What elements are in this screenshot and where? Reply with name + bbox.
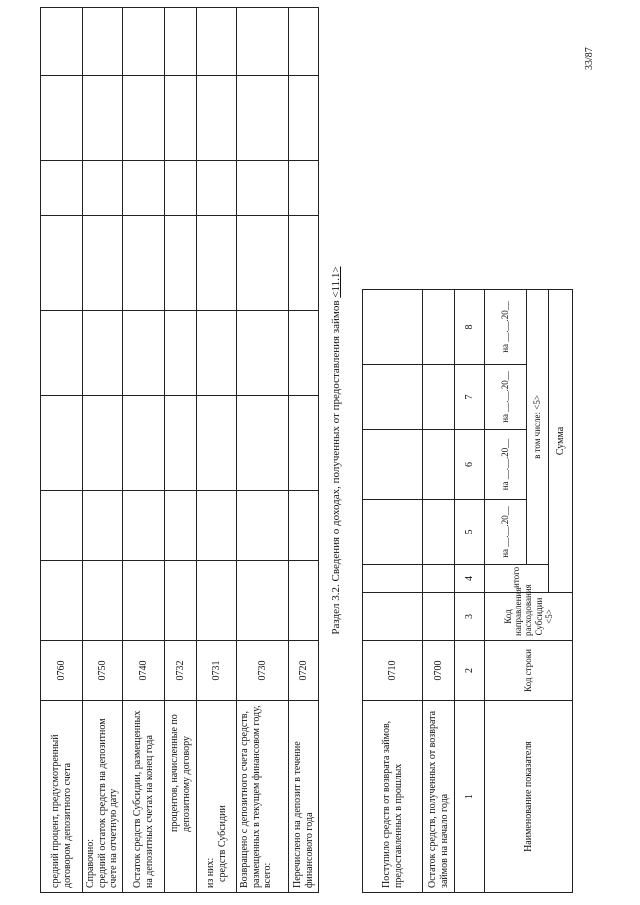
row-code: 0731 <box>197 641 237 701</box>
table-row <box>41 8 83 893</box>
section-title-text: Раздел 3.2. Сведения о доходах, полученных от предоставления займов <box>330 297 342 635</box>
row-label: Остаток средств, полученных от возврата займов на начало года <box>423 701 455 893</box>
table-row <box>123 8 165 893</box>
row-code: 0700 <box>423 641 455 701</box>
column-number: 5 <box>455 500 485 565</box>
row-label-text: средств Субсидии <box>216 805 228 882</box>
header-code-direction: Код направления расходования Субсидии <5> <box>485 593 573 641</box>
header-period: на __.__.20__ <box>485 500 527 565</box>
column-number: 8 <box>455 290 485 365</box>
column-number: 3 <box>455 593 485 641</box>
table-row <box>237 8 289 893</box>
row-label <box>83 701 123 893</box>
header-incl: в том числе: <5> <box>527 290 549 565</box>
row-label: Возвращено с депозитного счета средств, размещенных в текущем финансовом году, всего: <box>237 701 289 893</box>
table-row <box>363 0 423 893</box>
row-label: Перечислено на депозит в течение финансового года <box>289 701 319 893</box>
header-row <box>485 0 527 893</box>
row-label-text: средний остаток средств на депозитном счете на отчетную дату <box>96 718 120 888</box>
column-number: 4 <box>455 565 485 593</box>
row-code: 0760 <box>41 641 83 701</box>
row-label-prefix: из них: <box>205 857 216 888</box>
section-title <box>330 8 342 893</box>
table-row <box>165 8 197 893</box>
row-code: 0720 <box>289 641 319 701</box>
page-number: 33/87 <box>584 47 595 70</box>
header-sum: Сумма <box>549 290 573 593</box>
row-label: Остаток средств Субсидии, размещенных на депозитных счетах на конец года <box>123 701 165 893</box>
table-row <box>197 8 237 893</box>
row-code: 0730 <box>237 641 289 701</box>
header-code-line: Код строки <box>485 641 573 701</box>
column-number: 7 <box>455 365 485 430</box>
column-numbers-row <box>455 0 485 893</box>
row-label: средний процент, предусмотренный договором депозитного счета <box>41 701 83 893</box>
row-label: процентов, начисленные по депозитному договору <box>165 701 197 893</box>
header-period: на __.__.20__ <box>485 430 527 500</box>
row-code: 0732 <box>165 641 197 701</box>
table-row <box>289 8 319 893</box>
column-number: 6 <box>455 430 485 500</box>
header-period: на __.__.20__ <box>485 290 527 365</box>
table-row <box>423 0 455 893</box>
loans-income-table <box>362 0 573 893</box>
header-total: итого <box>485 565 549 593</box>
row-label-prefix: Справочно: <box>85 838 97 888</box>
row-label <box>197 701 237 893</box>
deposit-table <box>40 7 319 893</box>
row-label: Поступило средств от возврата займов, предоставленных в прошлых <box>363 701 423 893</box>
row-code: 0710 <box>363 641 423 701</box>
column-number: 1 <box>455 701 485 893</box>
row-code: 0740 <box>123 641 165 701</box>
section-title-ref: <11.1> <box>330 266 342 298</box>
column-number: 2 <box>455 641 485 701</box>
header-name: Наименование показателя <box>485 701 573 893</box>
header-period: на __.__.20__ <box>485 365 527 430</box>
table-row <box>83 8 123 893</box>
row-code: 0750 <box>83 641 123 701</box>
